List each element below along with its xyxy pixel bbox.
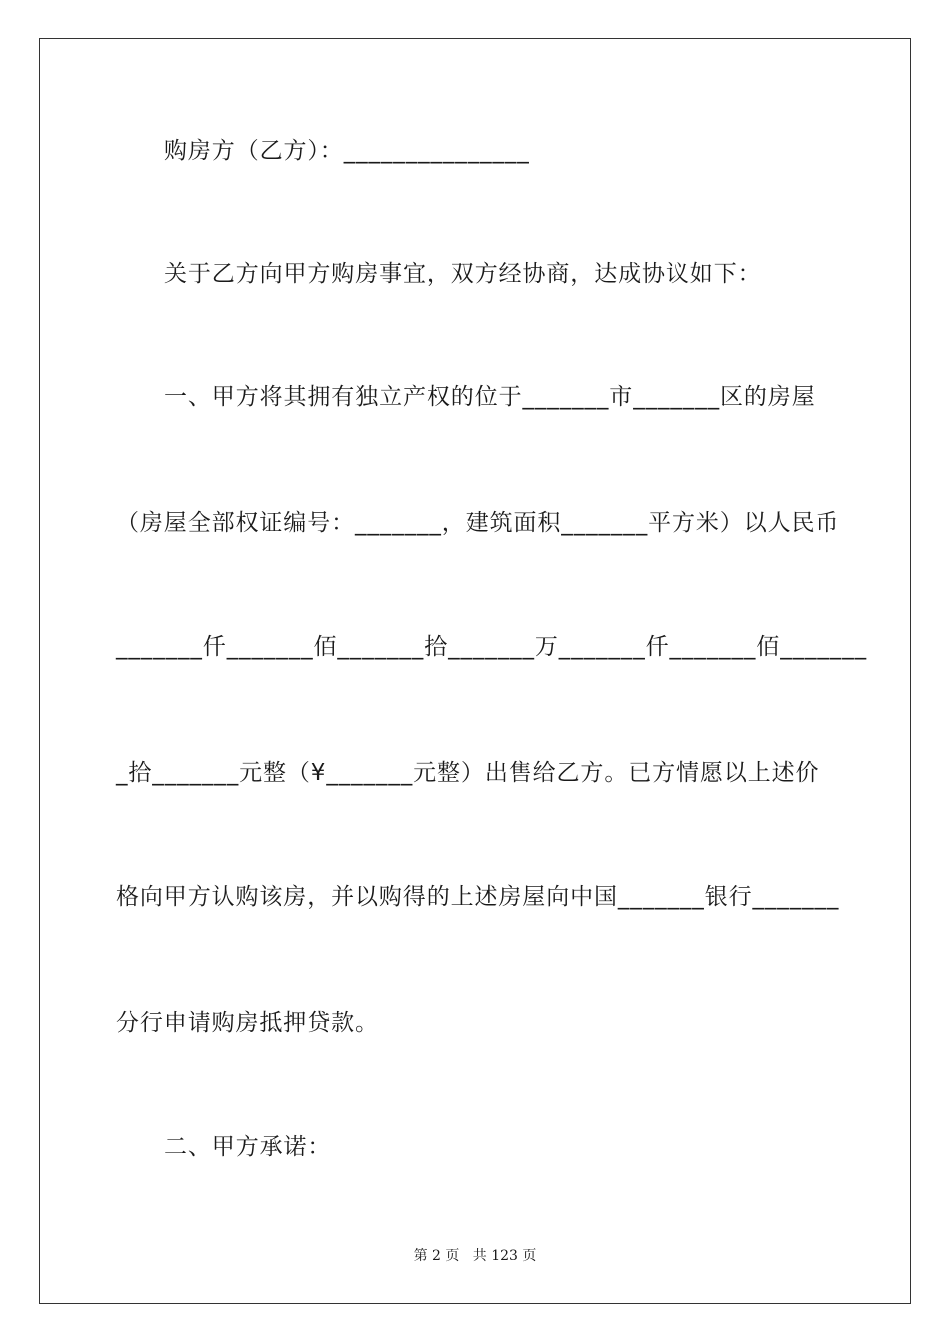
- clause-one-line-3: _______仟_______佰_______拾_______万_______仟_______佰_______: [116, 634, 867, 660]
- agreement-intro-paragraph: 关于乙方向甲方购房事宜，双方经协商，达成协议如下：: [164, 261, 762, 287]
- clause-one-line-6: 分行申请购房抵押贷款。: [116, 1010, 379, 1036]
- clause-one-line-2: （房屋全部权证编号：_______，建筑面积_______平方米）以人民币: [116, 510, 840, 536]
- clause-one-line-1: 一、甲方将其拥有独立产权的位于_______市_______区的房屋: [164, 384, 816, 410]
- clause-one-line-4: _拾_______元整（¥_______元整）出售给乙方。已方情愿以上述价: [116, 760, 820, 786]
- clause-one-line-5: 格向甲方认购该房，并以购得的上述房屋向中国_______银行_______: [116, 884, 840, 910]
- page-border: [39, 38, 911, 1304]
- clause-two-heading: 二、甲方承诺：: [164, 1134, 332, 1160]
- page-footer: 第 2 页 共 123 页: [413, 1248, 537, 1264]
- buyer-party-line: 购房方（乙方）：_______________: [164, 138, 530, 164]
